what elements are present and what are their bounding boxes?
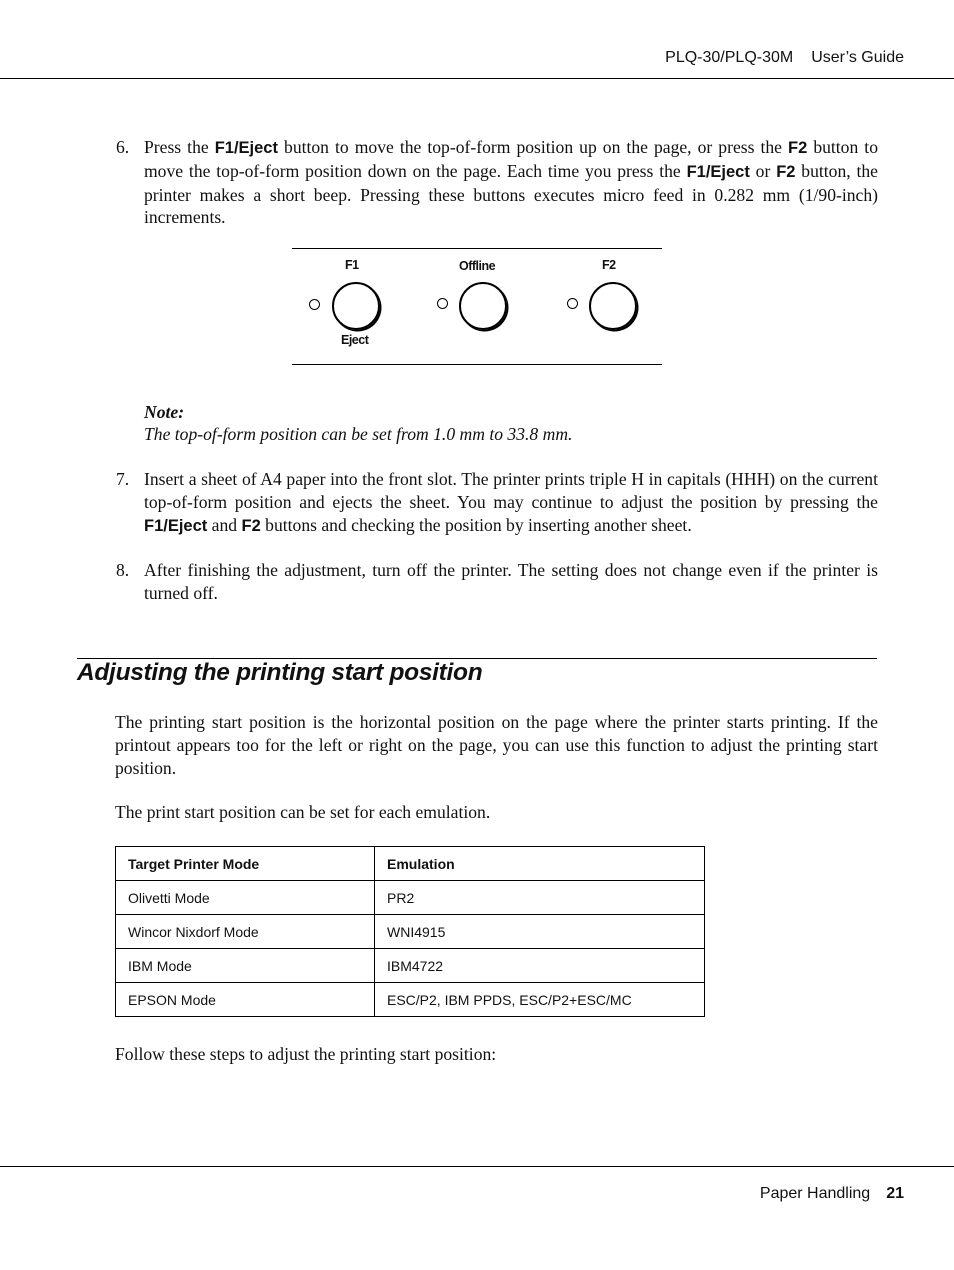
- table-row: [116, 881, 705, 915]
- text-run: or: [749, 160, 777, 181]
- step-text: [144, 136, 878, 229]
- step-8: [116, 559, 878, 605]
- page-header: [665, 49, 904, 67]
- table-header-cell: Emulation: [375, 847, 705, 881]
- step-number: 6.: [116, 137, 130, 157]
- table-header-cell: Target Printer Mode: [116, 847, 375, 881]
- f2-led-icon: [567, 298, 578, 309]
- section-paragraph-2: The print start position can be set for each emulation.: [115, 802, 491, 822]
- step-7: [116, 468, 878, 537]
- button-name-f2: F2: [788, 139, 808, 157]
- section-paragraph-1: The printing start position is the horizontal position on the page where the printer starts printing. If the printout appears too for the left or right on the page, you can use this function to adjust the printing start position.: [115, 712, 878, 778]
- table-header-row: [116, 847, 705, 881]
- page-number: 21: [886, 1185, 904, 1202]
- text-run: Press the: [144, 137, 215, 157]
- panel-label-f1: F1: [345, 258, 359, 272]
- panel-label-eject: Eject: [341, 333, 369, 347]
- section-title: Adjusting the printing start position: [77, 659, 483, 686]
- table-cell: Olivetti Mode: [116, 881, 375, 915]
- text-run: and: [207, 514, 242, 535]
- text-run: Insert a sheet of A4 paper into the front slot. The printer prints triple H in capitals (HHH) on the current top-of-form position and ejects the sheet. You may continue to adjust the position by pressing the: [144, 469, 878, 512]
- footer-rule: [0, 1166, 954, 1167]
- control-panel-figure: [292, 248, 662, 365]
- note-title: Note:: [144, 402, 185, 422]
- f2-button-icon: [589, 282, 637, 330]
- table-row: [116, 949, 705, 983]
- step-6: [116, 136, 878, 229]
- header-guide: User’s Guide: [811, 49, 904, 66]
- table-cell: ESC/P2, IBM PPDS, ESC/P2+ESC/MC: [375, 983, 705, 1017]
- f1-button-icon: [332, 282, 380, 330]
- offline-led-icon: [437, 298, 448, 309]
- f1-led-icon: [309, 299, 320, 310]
- table-row: [116, 983, 705, 1017]
- section-paragraph-3: Follow these steps to adjust the printing start position:: [115, 1044, 497, 1064]
- button-name-f2: F2: [241, 516, 261, 535]
- button-name-f1-eject: F1/Eject: [686, 162, 750, 181]
- offline-button-icon: [459, 282, 507, 330]
- text-run: button to move the top-of-form position up on the page, or press the: [277, 137, 789, 157]
- text-run: button to move the top-of-form position down on the page. Each time you press the: [144, 137, 878, 181]
- panel-label-f2: F2: [602, 258, 616, 272]
- table-cell: EPSON Mode: [116, 983, 375, 1017]
- table-row: [116, 915, 705, 949]
- header-model: PLQ-30/PLQ-30M: [665, 49, 794, 66]
- panel-label-offline: Offline: [459, 259, 496, 273]
- note-text: The top-of-form position can be set from 1.0 mm to 33.8 mm.: [144, 424, 573, 444]
- button-name-f2: F2: [776, 162, 796, 181]
- step-text: After finishing the adjustment, turn off the printer. The setting does not change even if the printer is turned off.: [144, 560, 878, 603]
- table-cell: IBM4722: [375, 949, 705, 983]
- emulation-table: [115, 846, 705, 1017]
- table-cell: WNI4915: [375, 915, 705, 949]
- button-name-f1-eject: F1/Eject: [144, 516, 208, 535]
- step-text: [144, 468, 878, 537]
- header-rule: [0, 78, 954, 79]
- page-footer: [760, 1185, 904, 1203]
- button-name-f1-eject: F1/Eject: [214, 139, 278, 157]
- step-number: 8.: [116, 560, 130, 580]
- table-cell: Wincor Nixdorf Mode: [116, 915, 375, 949]
- footer-section: Paper Handling: [759, 1185, 871, 1202]
- table-cell: IBM Mode: [116, 949, 375, 983]
- step-number: 7.: [116, 469, 130, 489]
- text-run: buttons and checking the position by inserting another sheet.: [260, 514, 692, 535]
- table-cell: PR2: [375, 881, 705, 915]
- text-run: button, the printer makes a short beep. Pressing these buttons executes micro feed in 0.282 mm (1/90-inch) increments.: [144, 160, 878, 228]
